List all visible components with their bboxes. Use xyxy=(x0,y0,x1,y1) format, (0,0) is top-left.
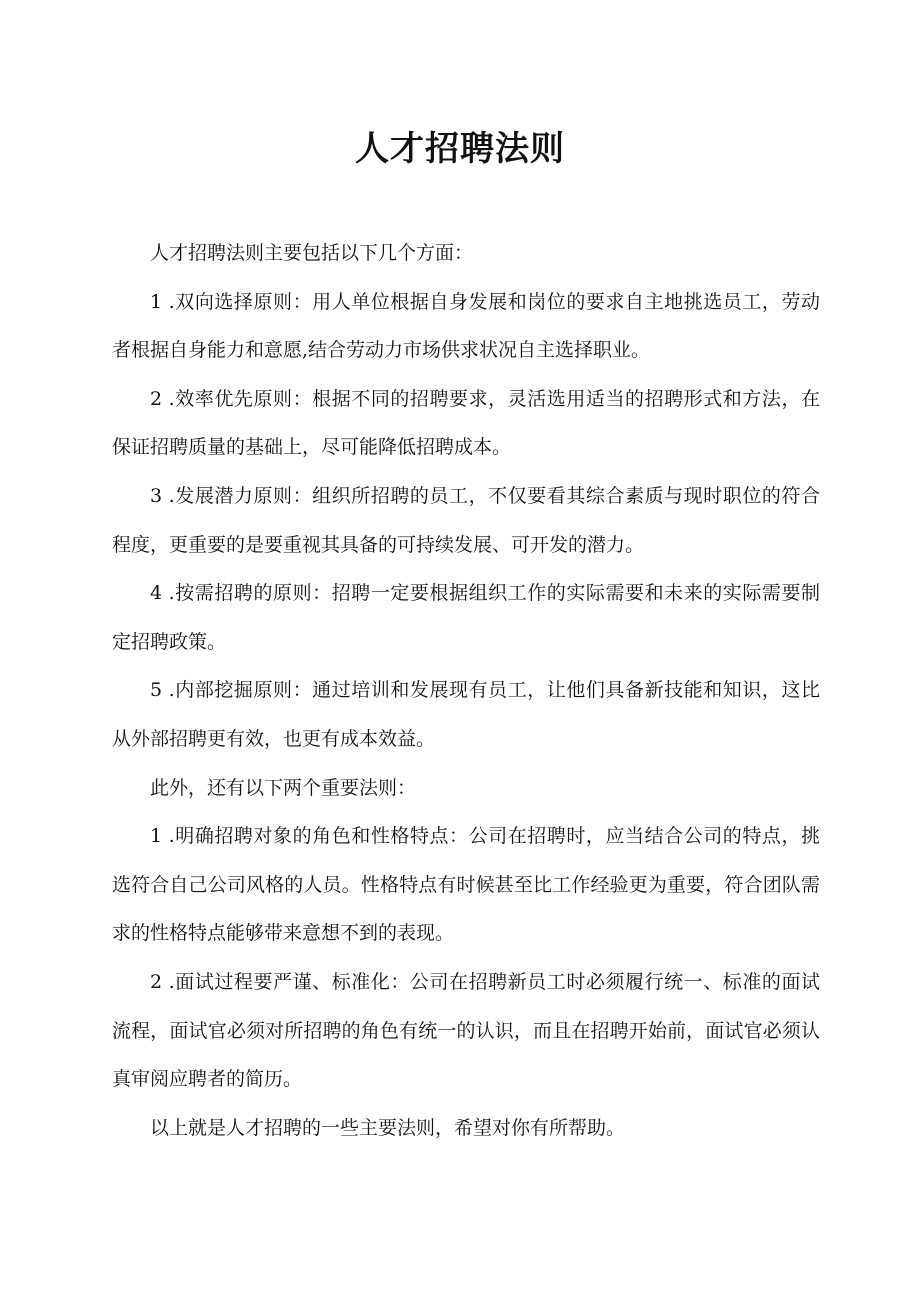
principle-4-paragraph: 4 .按需招聘的原则：招聘一定要根据组织工作的实际需要和未来的实际需要制定招聘政策。 xyxy=(112,582,820,653)
principle-1-paragraph: 1 .双向选择原则：用人单位根据自身发展和岗位的要求自主地挑选员工，劳动者根据自身能力和意愿,结合劳动力市场供求状况自主选择职业。 xyxy=(112,290,820,362)
intro-paragraph: 人才招聘法则主要包括以下几个方面： xyxy=(150,242,474,264)
additional-rules-intro-paragraph: 此外，还有以下两个重要法则： xyxy=(150,776,417,799)
additional-rule-1-paragraph: 1 .明确招聘对象的角色和性格特点：公司在招聘时，应当结合公司的特点，挑选符合自己公司风格的人员。性格特点有时候甚至比工作经验更为重要，符合团队需求的性格特点能够带来意想不到的表现。 xyxy=(112,825,820,945)
principle-5-paragraph: 5 .内部挖掘原则：通过培训和发展现有员工，让他们具备新技能和知识，这比从外部招聘更有效，也更有成本效益。 xyxy=(112,679,820,750)
principle-3-paragraph: 3 .发展潜力原则：组织所招聘的员工，不仅要看其综合素质与现时职位的符合程度，更重要的是要重视其具备的可持续发展、可开发的潜力。 xyxy=(112,484,820,556)
additional-rule-2-paragraph: 2 .面试过程要严谨、标准化：公司在招聘新员工时必须履行统一、标准的面试流程，面试官必须对所招聘的角色有统一的认识，而且在招聘开始前，面试官必须认真审阅应聘者的简历。 xyxy=(112,970,820,1091)
principle-2-paragraph: 2 .效率优先原则：根据不同的招聘要求，灵活选用适当的招聘形式和方法，在保证招聘质量的基础上，尽可能降低招聘成本。 xyxy=(112,387,820,459)
document-title: 人才招聘法则 xyxy=(355,129,565,169)
document-body xyxy=(112,229,820,1152)
closing-paragraph: 以上就是人才招聘的一些主要法则，希望对你有所帮助。 xyxy=(150,1116,626,1139)
